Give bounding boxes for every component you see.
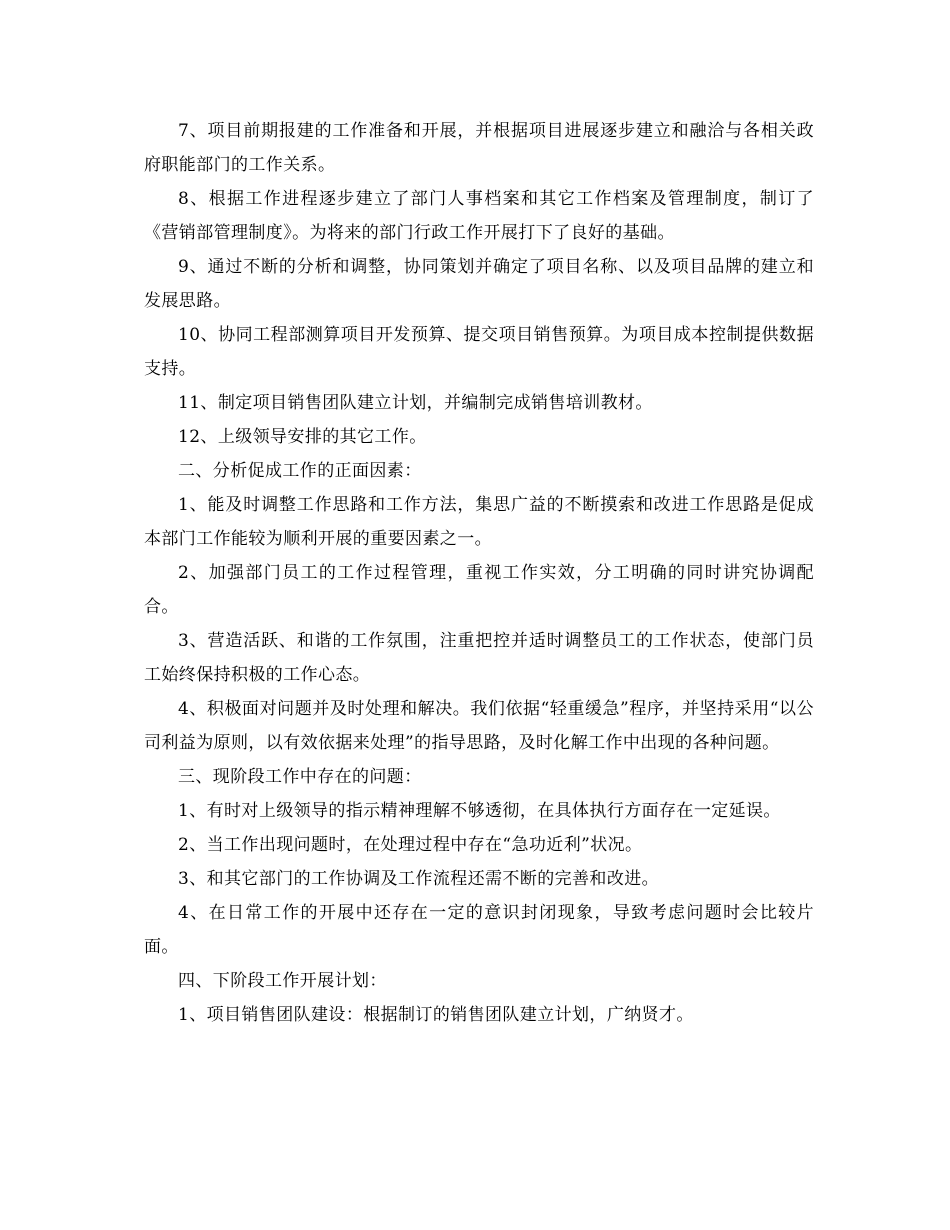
section-heading-next-plan: 四、下阶段工作开展计划： [178,971,387,991]
paragraph-item-11: 11、制定项目销售团队建立计划，并编制完成销售培训教材。 [178,393,653,413]
problem-item-2: 2、当工作出现问题时，在处理过程中存在“急功近利”状况。 [178,835,643,855]
problem-item-4: 4、在日常工作的开展中还存在一定的意识封闭现象，导致考虑问题时会比较片面。 [144,903,814,957]
positive-factor-1: 1、能及时调整工作思路和工作方法，集思广益的不断摸索和改进工作思路是促成本部门工作能较为顺利开展的重要因素之一。 [144,495,814,549]
paragraph-item-8: 8、根据工作进程逐步建立了部门人事档案和其它工作档案及管理制度，制订了《营销部管理制度》。为将来的部门行政工作开展打下了良好的基础。 [144,189,814,243]
positive-factor-4: 4、积极面对问题并及时处理和解决。我们依据“轻重缓急”程序，并坚持采用“以公司利益为原则，以有效依据来处理”的指导思路，及时化解工作中出现的各种问题。 [144,699,814,753]
paragraph-item-7: 7、项目前期报建的工作准备和开展，并根据项目进展逐步建立和融洽与各相关政府职能部门的工作关系。 [144,121,814,175]
section-heading-positive-factors: 二、分析促成工作的正面因素： [178,461,422,481]
positive-factor-2: 2、加强部门员工的工作过程管理，重视工作实效，分工明确的同时讲究协调配合。 [144,563,814,617]
problem-item-1: 1、有时对上级领导的指示精神理解不够透彻，在具体执行方面存在一定延误。 [178,801,781,821]
paragraph-item-9: 9、通过不断的分析和调整，协同策划并确定了项目名称、以及项目品牌的建立和发展思路。 [144,257,814,311]
problem-item-3: 3、和其它部门的工作协调及工作流程还需不断的完善和改进。 [178,869,660,889]
positive-factor-3: 3、营造活跃、和谐的工作氛围，注重把控并适时调整员工的工作状态，使部门员工始终保持积极的工作心态。 [144,631,814,685]
section-heading-current-problems: 三、现阶段工作中存在的问题： [178,767,422,787]
paragraph-item-12: 12、上级领导安排的其它工作。 [178,427,427,447]
plan-item-1: 1、项目销售团队建设：根据制订的销售团队建立计划，广纳贤才。 [178,1005,694,1025]
paragraph-item-10: 10、协同工程部测算项目开发预算、提交项目销售预算。为项目成本控制提供数据支持。 [144,325,814,379]
document-body [144,114,814,1032]
